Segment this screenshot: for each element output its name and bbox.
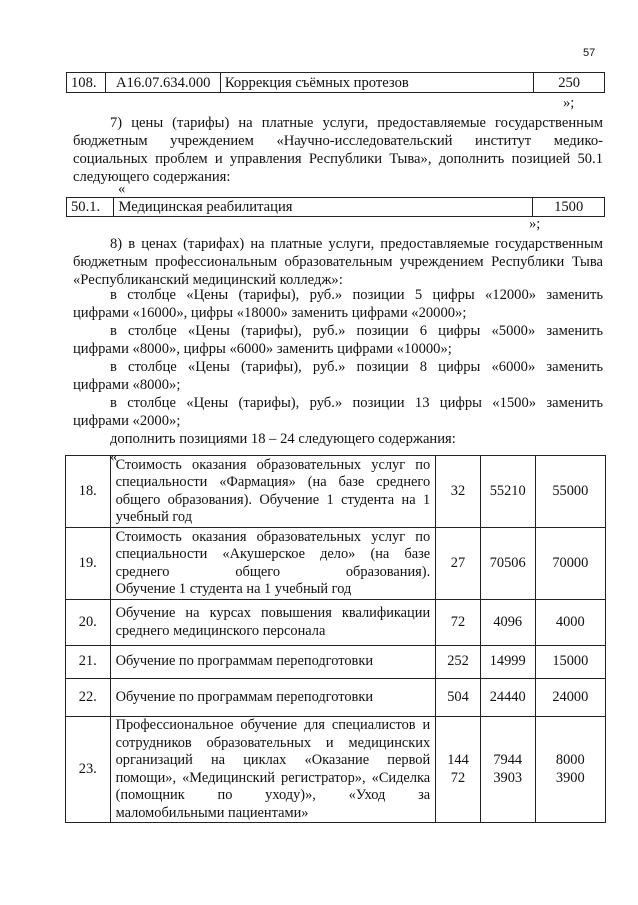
change-item bbox=[73, 394, 603, 430]
price-value bbox=[535, 528, 605, 600]
cost-value-line: 4096 bbox=[493, 613, 523, 630]
service-price: 1500 bbox=[533, 198, 605, 217]
cost-value-line: 14999 bbox=[489, 653, 526, 670]
paragraph-8 bbox=[73, 235, 603, 289]
service-name: Коррекция съёмных протезов bbox=[220, 73, 533, 93]
text-line: бюджетным учреждением «Научно-исследовательский институт медико- bbox=[73, 133, 603, 149]
service-description bbox=[110, 528, 436, 600]
service-description bbox=[110, 717, 436, 823]
hours-value bbox=[436, 456, 481, 528]
row-number: 22. bbox=[66, 679, 111, 717]
description-line: Профессиональное обучение для специалистов и bbox=[115, 717, 431, 733]
page-number: 57 bbox=[583, 47, 596, 59]
hours-value bbox=[436, 646, 481, 679]
price-value bbox=[535, 456, 605, 528]
cost-value-line: 7944 bbox=[493, 752, 523, 768]
table-row bbox=[67, 73, 605, 93]
description-line: среднего медицинского персонала bbox=[115, 622, 326, 639]
change-item bbox=[73, 358, 603, 394]
text-line: следующего содержания: bbox=[73, 169, 231, 185]
service-name: Медицинская реабилитация bbox=[114, 198, 533, 217]
text-line: 7) цены (тарифы) на платные услуги, предоставляемые государственным bbox=[110, 115, 603, 131]
description-line: специальности «Фармация» (на базе среднего bbox=[115, 474, 431, 490]
paragraph-7 bbox=[73, 114, 603, 186]
hours-value bbox=[436, 679, 481, 717]
hours-value-line: 32 bbox=[450, 482, 466, 499]
description-line: Обучение по программам переподготовки bbox=[115, 688, 374, 705]
service-description bbox=[110, 679, 436, 717]
text-line: «Республиканский медицинский колледж»: bbox=[73, 272, 343, 288]
text-line: в столбце «Цены (тарифы), руб.» позиции 5 цифры «12000» заменить bbox=[110, 287, 603, 303]
hours-value-line: 144 bbox=[447, 752, 469, 768]
text-line: в столбце «Цены (тарифы), руб.» позиции 6 цифры «5000» заменить bbox=[110, 323, 603, 339]
cost-value-line: 3903 bbox=[493, 769, 523, 786]
row-number: 20. bbox=[66, 600, 111, 646]
table-row bbox=[67, 198, 605, 217]
hours-value-line: 72 bbox=[450, 613, 466, 630]
text-line: дополнить позициями 18 – 24 следующего содержания: bbox=[110, 431, 456, 447]
price-value-line: 70000 bbox=[552, 554, 589, 571]
price-value bbox=[535, 600, 605, 646]
service-description bbox=[110, 600, 436, 646]
price-value bbox=[535, 717, 605, 823]
hours-value-line: 72 bbox=[450, 769, 466, 786]
description-line: Обучение по программам переподготовки bbox=[115, 653, 374, 670]
table-row bbox=[66, 679, 606, 717]
hours-value bbox=[436, 717, 481, 823]
change-item bbox=[73, 322, 603, 358]
description-line: помощи», «Медицинский регистратор», «Сиделка bbox=[115, 769, 431, 786]
price-value-line: 4000 bbox=[555, 613, 585, 630]
service-code: A16.07.634.000 bbox=[105, 73, 220, 93]
price-value-line: 55000 bbox=[552, 482, 589, 499]
description-line: (помощник по уходу)», «Уход за bbox=[115, 787, 431, 803]
text-line: в столбце «Цены (тарифы), руб.» позиции 8 цифры «6000» заменить bbox=[110, 359, 603, 375]
cost-value bbox=[480, 679, 535, 717]
description-line: общего образования). Обучение 1 студента на 1 bbox=[115, 491, 431, 508]
cost-value bbox=[480, 646, 535, 679]
cost-value bbox=[480, 528, 535, 600]
description-line: организаций на циклах «Оказание первой bbox=[115, 752, 431, 768]
service-price: 250 bbox=[534, 73, 605, 93]
cost-value-line: 55210 bbox=[489, 482, 526, 499]
row-number: 19. bbox=[66, 528, 111, 600]
cost-value bbox=[480, 456, 535, 528]
service-description bbox=[110, 646, 436, 679]
row-number: 108. bbox=[67, 73, 106, 93]
cost-value-line: 24440 bbox=[489, 688, 526, 705]
price-value-line: 24000 bbox=[552, 688, 589, 705]
description-line: среднего общего образования). bbox=[115, 563, 431, 580]
opening-quote: « bbox=[118, 181, 126, 197]
table-row bbox=[66, 528, 606, 600]
hours-value bbox=[436, 600, 481, 646]
text-line: цифрами «2000»; bbox=[73, 413, 181, 429]
description-line: Стоимость оказания образовательных услуг по bbox=[115, 456, 431, 473]
table-row-108 bbox=[66, 72, 605, 93]
text-line: социальных проблем и управления Республики Тыва», дополнить позицией 50.1 bbox=[73, 151, 603, 167]
hours-value-line: 252 bbox=[447, 653, 469, 670]
table-row bbox=[66, 600, 606, 646]
cost-value bbox=[480, 600, 535, 646]
text-line: в столбце «Цены (тарифы), руб.» позиции 13 цифры «1500» заменить bbox=[110, 395, 603, 411]
row-number: 18. bbox=[66, 456, 111, 528]
description-line: учебный год bbox=[115, 509, 193, 525]
description-line: Обучение на курсах повышения квалификации bbox=[115, 605, 431, 621]
cost-value-line: 70506 bbox=[489, 554, 526, 571]
service-description bbox=[110, 456, 436, 528]
description-line: Обучение 1 студента на 1 учебный год bbox=[115, 581, 352, 597]
description-line: специальности «Акушерское дело» (на базе bbox=[115, 546, 431, 562]
price-value bbox=[535, 646, 605, 679]
row-number: 21. bbox=[66, 646, 111, 679]
price-value-line: 8000 bbox=[555, 752, 585, 768]
description-line: маломобильными пациентами» bbox=[115, 804, 309, 821]
price-value-line: 15000 bbox=[552, 653, 589, 670]
table-row-50-1 bbox=[66, 197, 605, 217]
description-line: Стоимость оказания образовательных услуг по bbox=[115, 528, 431, 545]
price-value bbox=[535, 679, 605, 717]
text-line: цифрами «8000»; bbox=[73, 377, 181, 393]
description-line: сотрудников образовательных и медицинских bbox=[115, 734, 431, 751]
table-row bbox=[66, 717, 606, 823]
table-row bbox=[66, 456, 606, 528]
row-number: 23. bbox=[66, 717, 111, 823]
text-line: 8) в ценах (тарифах) на платные услуги, предоставляемые государственным bbox=[110, 236, 603, 252]
changes-list bbox=[73, 286, 603, 466]
closing-quote: »; bbox=[563, 95, 575, 111]
hours-value bbox=[436, 528, 481, 600]
text-line: бюджетным профессиональным образовательным учреждением Республики Тыва bbox=[73, 254, 603, 270]
change-item bbox=[73, 286, 603, 322]
price-value-line: 3900 bbox=[555, 769, 585, 786]
hours-value-line: 27 bbox=[450, 554, 466, 571]
cost-value bbox=[480, 717, 535, 823]
text-line: цифрами «16000», цифры «18000» заменить цифрами «20000»; bbox=[73, 305, 467, 321]
row-number: 50.1. bbox=[67, 198, 114, 217]
closing-quote: »; bbox=[529, 216, 541, 232]
opening-quote: « bbox=[110, 449, 118, 465]
hours-value-line: 504 bbox=[447, 688, 469, 705]
services-table bbox=[65, 455, 606, 823]
text-line: цифрами «8000», цифры «6000» заменить цифрами «10000»; bbox=[73, 341, 452, 357]
table-row bbox=[66, 646, 606, 679]
